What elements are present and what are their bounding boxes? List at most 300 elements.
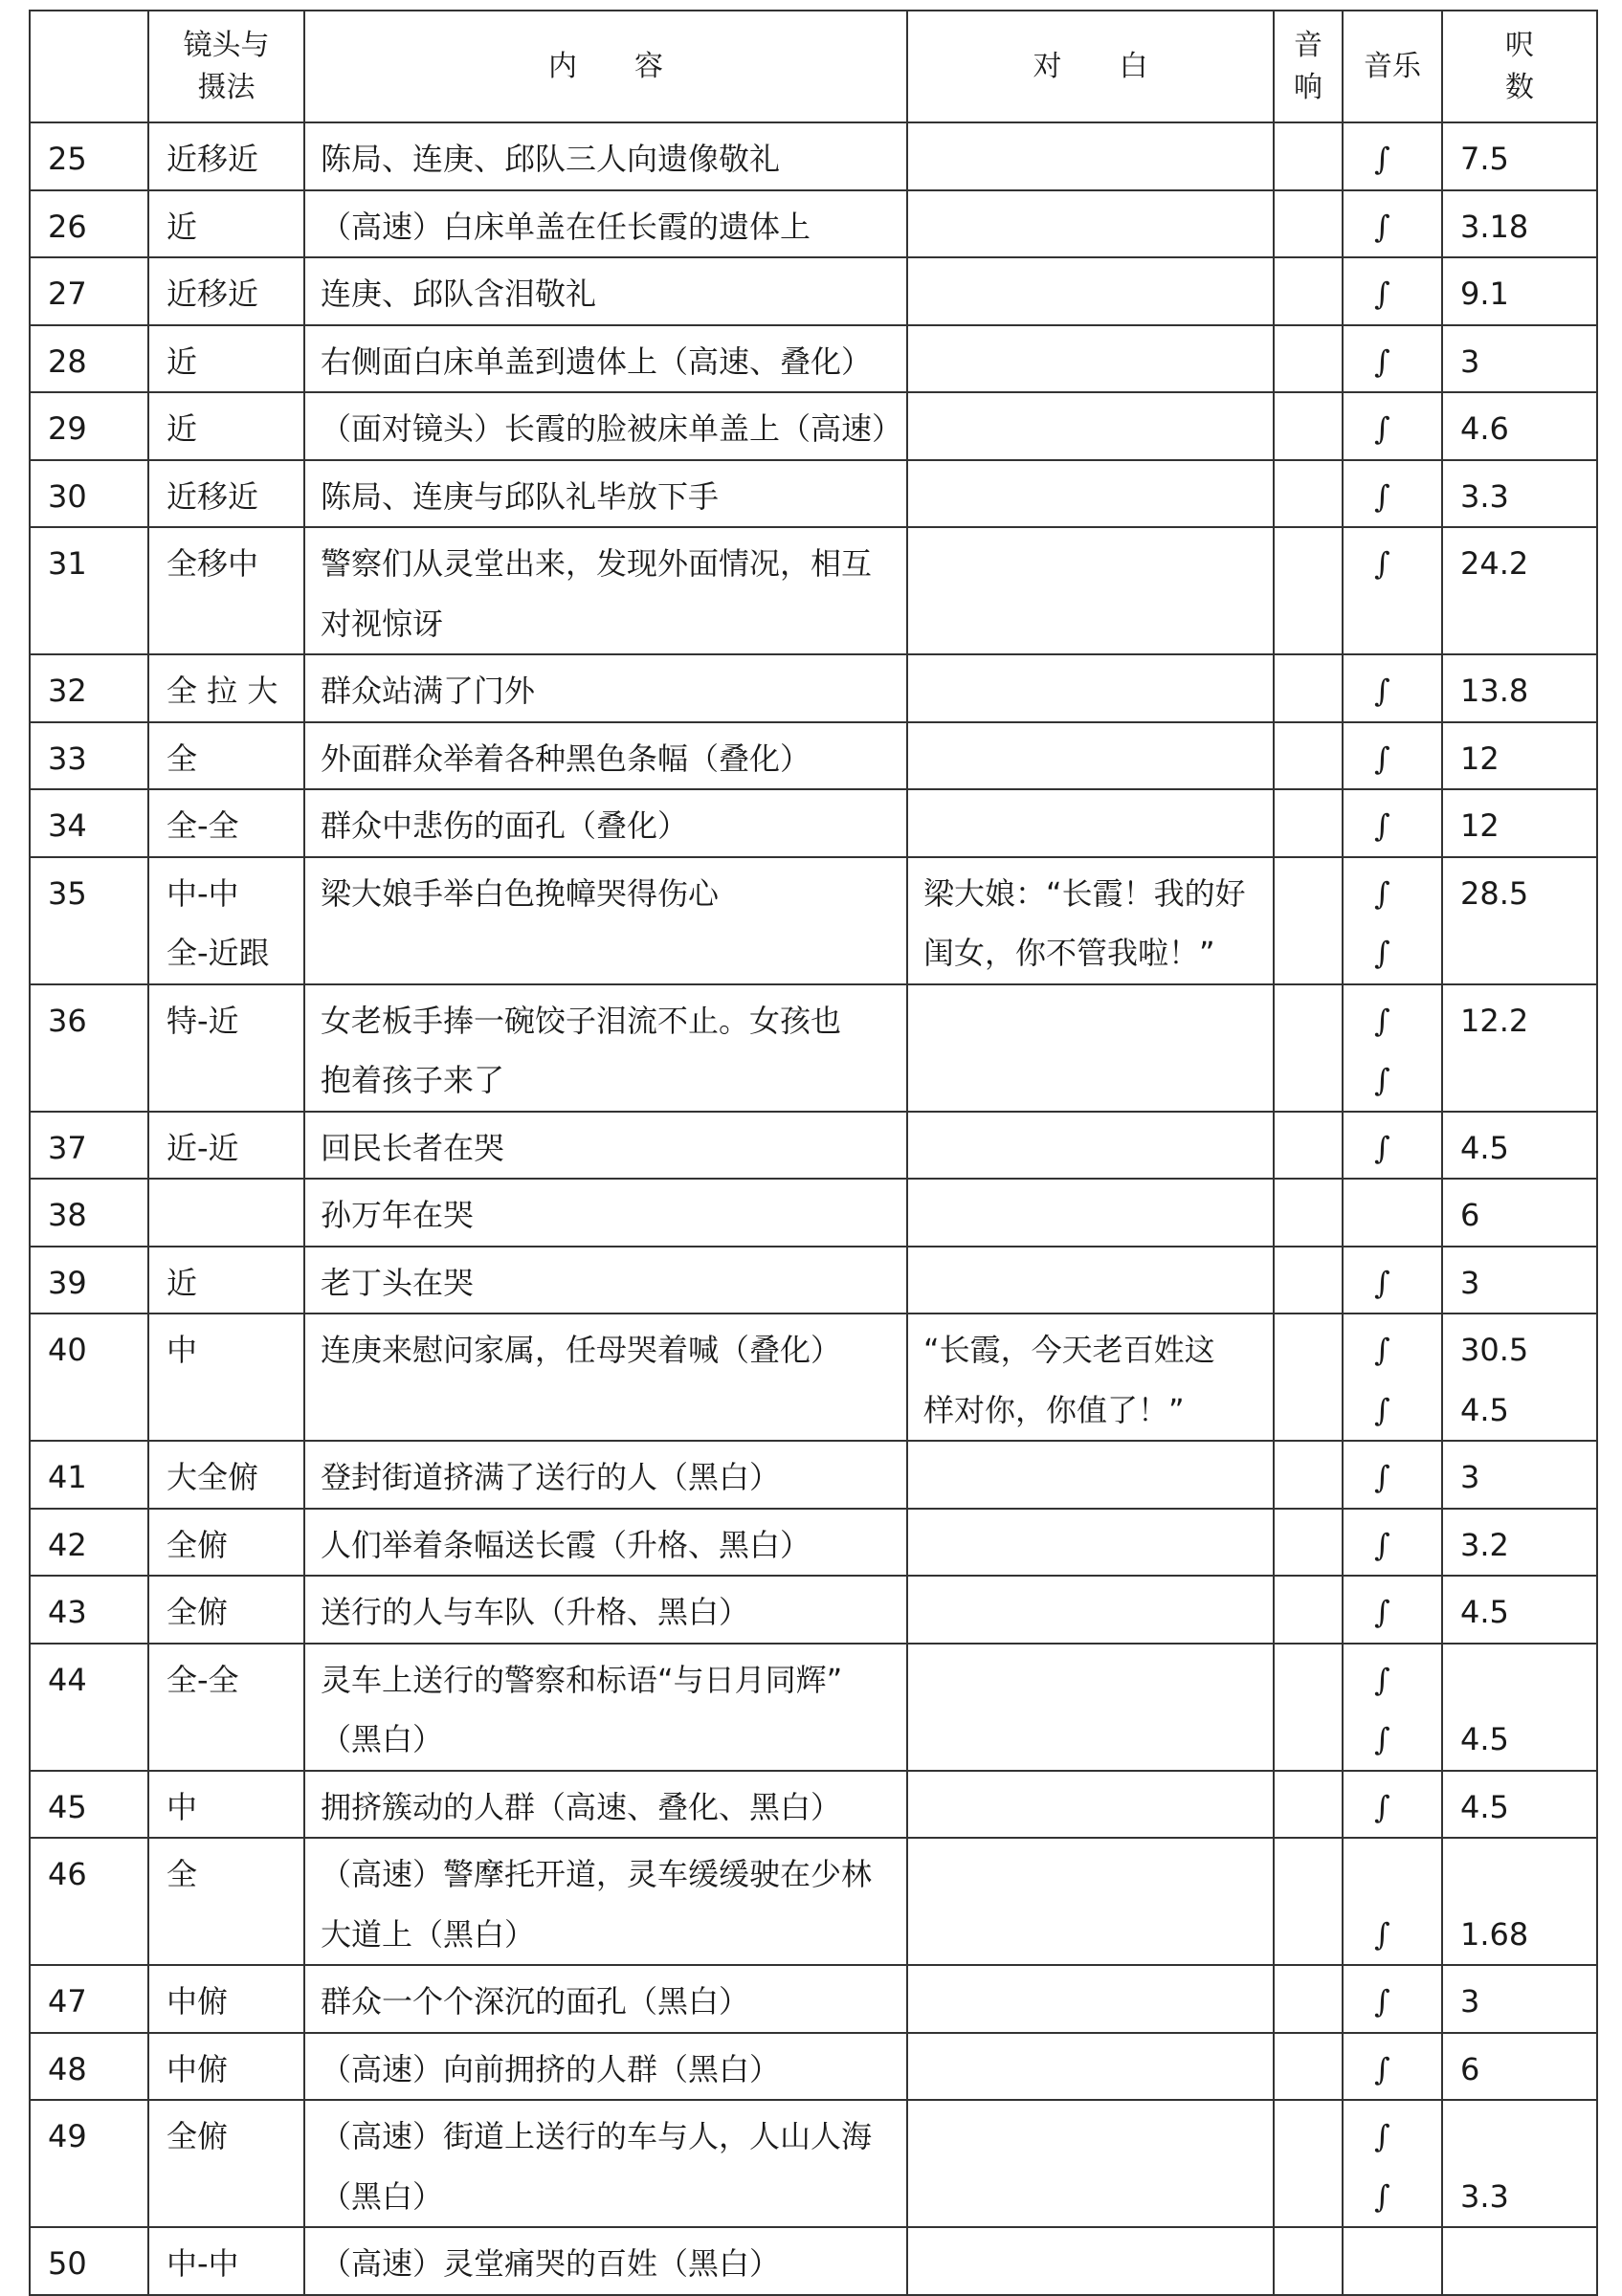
shot-content-cell [304,190,907,258]
shot-music-cell [1343,1314,1442,1441]
shot-number-cell [30,789,148,857]
shot-content-cell [304,2033,907,2101]
shot-number-cell [30,527,148,654]
shot-frames: 4.5 [1460,1788,1509,1825]
shot-content-cell [304,789,907,857]
shot-music-cell [1343,1247,1442,1314]
shot-frames-cell [1442,1441,1597,1509]
shot-frames: 4.5 [1460,1594,1509,1630]
header-shot [148,11,304,122]
table-row [30,1644,1597,1771]
shot-number-cell [30,857,148,984]
shot-technique: 近 [167,208,198,245]
shot-technique-cell [148,460,304,528]
table-row [30,257,1597,325]
shot-content: 大道上（黑白） [321,1915,536,1953]
shot-technique-cell [148,1509,304,1577]
shot-frames-cell [1442,857,1597,984]
table-row [30,1441,1597,1509]
shot-music-cell [1343,1838,1442,1965]
shot-music-cell [1343,1965,1442,2033]
shot-frames-cell [1442,1314,1597,1441]
shot-dialogue-cell [907,789,1274,857]
shot-content: （高速）灵堂痛哭的百姓（黑白） [321,2245,781,2282]
shot-content: 对视惊讶 [321,605,444,642]
shot-technique-cell [148,1441,304,1509]
shot-sound-cell [1274,257,1343,325]
shot-sound-cell [1274,325,1343,393]
shot-number: 36 [48,1002,87,1039]
shot-number: 30 [48,477,87,515]
header-line: 数 [1505,70,1534,104]
shot-dialogue-cell [907,654,1274,722]
shot-number-cell [30,2100,148,2227]
shot-content-cell [304,2227,907,2295]
shot-dialogue-cell [907,984,1274,1112]
shot-frames: 3.2 [1460,1526,1509,1563]
shot-number: 50 [48,2245,87,2282]
shot-sound-cell [1274,1965,1343,2033]
shot-frames: 3.18 [1460,208,1529,245]
shot-number-cell [30,2227,148,2295]
shot-dialogue-cell [907,1576,1274,1644]
shot-frames-cell [1442,1112,1597,1180]
shot-content-cell [304,984,907,1112]
shot-content: 灵车上送行的警察和标语“与日月同辉” [321,1661,843,1698]
table-body [30,122,1597,2295]
shot-content: 连庚来慰问家属，任母哭着喊（叠化） [321,1332,842,1368]
shot-frames: 4.5 [1460,1129,1509,1166]
shot-sound-cell [1274,1179,1343,1247]
shot-content-cell [304,1441,907,1509]
shot-sound-cell [1274,857,1343,984]
shot-number: 47 [48,1983,87,2020]
shot-technique: 全俯 [167,1526,229,1563]
shot-technique: 中 [167,1788,198,1825]
shot-technique-cell [148,1247,304,1314]
shot-music: ∫ [1374,1721,1390,1757]
table-row [30,122,1597,190]
shot-dialogue-cell [907,1314,1274,1441]
shot-number-cell [30,1314,148,1441]
shot-content-cell [304,1247,907,1314]
shot-sound-cell [1274,190,1343,258]
shot-music: ∫ [1374,2177,1390,2215]
shot-technique: 全-近跟 [167,935,270,971]
shot-content-cell [304,122,907,190]
shot-music: ∫ [1374,1332,1390,1368]
shot-content: 人们举着条幅送长霞（升格、黑白） [321,1526,811,1563]
table-row [30,325,1597,393]
shot-technique: 中-中 [167,2245,239,2282]
shot-number-cell [30,1965,148,2033]
shot-content-cell [304,1771,907,1839]
shot-music-cell [1343,325,1442,393]
shot-technique-cell [148,1771,304,1839]
shot-dialogue-cell [907,1112,1274,1180]
shot-content-cell [304,1965,907,2033]
shot-music: ∫ [1374,1526,1390,1563]
shot-sound-cell [1274,2227,1343,2295]
table-row [30,1247,1597,1314]
shot-technique-cell [148,722,304,790]
shot-music: ∫ [1374,1002,1390,1039]
shot-number: 26 [48,208,87,245]
shot-frames-cell [1442,527,1597,654]
shot-technique-cell [148,1644,304,1771]
shot-number: 43 [48,1594,87,1630]
table-row [30,392,1597,460]
table-row [30,1509,1597,1577]
shot-number-cell [30,460,148,528]
shot-frames: 7.5 [1460,141,1509,177]
shot-music [1374,1844,1441,1905]
header-dialogue: 对 白 [907,11,1274,122]
shot-dialogue-cell [907,1179,1274,1247]
shot-number-cell [30,122,148,190]
shot-frames: 3 [1460,1264,1480,1301]
shot-music-cell [1343,1179,1442,1247]
shot-music-cell [1343,1441,1442,1509]
shot-content: 回民长者在哭 [321,1129,505,1166]
shot-technique: 全-全 [167,1661,239,1698]
shot-frames-cell [1442,460,1597,528]
shot-dialogue-cell [907,2033,1274,2101]
shot-technique: 近移近 [167,141,259,177]
shot-dialogue: 样对你，你值了！” [923,1391,1185,1428]
shot-music-cell [1343,1644,1442,1771]
shot-number-cell [30,1179,148,1247]
table-row [30,1838,1597,1965]
shot-content: （高速）街道上送行的车与人，人山人海 [321,2118,873,2154]
shot-number-cell [30,654,148,722]
table-row [30,527,1597,654]
shot-frames: 1.68 [1460,1915,1529,1953]
shot-music: ∫ [1374,2050,1390,2087]
shot-number-cell [30,1576,148,1644]
shot-music: ∫ [1374,1062,1390,1098]
shot-number: 29 [48,410,87,447]
shot-frames-cell [1442,1247,1597,1314]
shot-dialogue-cell [907,122,1274,190]
shot-frames [1460,1844,1596,1905]
shot-content: （高速）白床单盖在任长霞的遗体上 [321,208,811,245]
shot-content-cell [304,1179,907,1247]
shot-number-cell [30,1441,148,1509]
shot-dialogue-cell [907,325,1274,393]
shot-sound-cell [1274,1314,1343,1441]
table-row [30,1576,1597,1644]
shot-number: 40 [48,1332,87,1368]
shot-dialogue-cell [907,190,1274,258]
table-row [30,2227,1597,2295]
shot-music: ∫ [1374,807,1390,844]
shot-frames-cell [1442,1179,1597,1247]
shot-number: 46 [48,1856,87,1892]
shot-technique-cell [148,2100,304,2227]
shot-music-cell [1343,857,1442,984]
shot-content: （黑白） [321,2177,444,2215]
shot-technique: 全 [167,1856,198,1892]
shot-music-cell [1343,2033,1442,2101]
shot-content: （高速）警摩托开道，灵车缓缓驶在少林 [321,1856,873,1892]
shot-frames: 3 [1460,1983,1480,2020]
shot-technique: 近 [167,342,198,380]
shot-sound-cell [1274,2033,1343,2101]
shot-technique-cell [148,1838,304,1965]
shot-music: ∫ [1374,477,1390,515]
shot-sound-cell [1274,1838,1343,1965]
shot-content-cell [304,1576,907,1644]
shot-music-cell [1343,460,1442,528]
shot-frames [1460,2107,1596,2167]
shot-content: 连庚、邱队含泪敬礼 [321,276,597,312]
shot-frames-cell [1442,1771,1597,1839]
shot-sound-cell [1274,654,1343,722]
header-frames [1442,11,1597,122]
shot-content-cell [304,2100,907,2227]
shot-frames: 28.5 [1460,874,1529,912]
table-row [30,1112,1597,1180]
shot-dialogue-cell [907,527,1274,654]
shot-dialogue-cell [907,2227,1274,2295]
shot-frames: 6 [1460,1197,1480,1233]
shot-frames: 9.1 [1460,276,1509,312]
shot-number: 33 [48,740,87,777]
shot-frames-cell [1442,2100,1597,2227]
shot-frames-cell [1442,722,1597,790]
shot-frames-cell [1442,1576,1597,1644]
shot-technique-cell [148,2227,304,2295]
shot-technique: 中 [167,1332,198,1368]
shot-frames: 3.3 [1460,2177,1509,2215]
shot-number: 37 [48,1129,87,1166]
shot-technique-cell [148,2033,304,2101]
shot-dialogue: 梁大娘：“长霞！我的好 [923,874,1246,912]
shot-content-cell [304,1838,907,1965]
shot-technique-cell [148,1112,304,1180]
shot-technique-cell [148,1314,304,1441]
shot-number: 27 [48,276,87,312]
shot-dialogue-cell [907,1644,1274,1771]
shot-technique-cell [148,984,304,1112]
shot-number: 44 [48,1661,87,1698]
table-row [30,984,1597,1112]
shot-music-cell [1343,527,1442,654]
shot-number-cell [30,257,148,325]
header-line: 镜头与 [183,28,270,62]
header-line: 音 [1294,28,1322,62]
shot-content-cell [304,1509,907,1577]
shot-dialogue: “长霞，今天老百姓这 [923,1332,1215,1368]
header-num [30,11,148,122]
shot-music-cell [1343,789,1442,857]
shot-technique-cell [148,857,304,984]
shot-frames-cell [1442,1838,1597,1965]
shot-content-cell [304,722,907,790]
shooting-script-sheet [29,10,1596,2296]
shot-sound-cell [1274,1771,1343,1839]
shot-number: 32 [48,673,87,709]
shot-number-cell [30,1509,148,1577]
shot-music-cell [1343,722,1442,790]
shot-content: 右侧面白床单盖到遗体上（高速、叠化） [321,342,873,380]
shot-number: 41 [48,1459,87,1495]
shot-content: 登封街道挤满了送行的人（黑白） [321,1459,781,1495]
shot-content-cell [304,257,907,325]
shot-music: ∫ [1374,1661,1390,1698]
shot-frames-cell [1442,257,1597,325]
shot-frames: 3 [1460,1459,1480,1495]
shot-sound-cell [1274,122,1343,190]
shot-technique-cell [148,789,304,857]
shot-number: 31 [48,545,87,582]
shot-technique: 中俯 [167,2050,229,2087]
shot-frames [1460,1650,1596,1711]
shot-music-cell [1343,1771,1442,1839]
shot-frames-cell [1442,2033,1597,2101]
shot-frames-cell [1442,1644,1597,1771]
shot-content: （黑白） [321,1721,444,1757]
shot-content-cell [304,1314,907,1441]
shot-frames: 24.2 [1460,545,1529,582]
shot-music: ∫ [1374,141,1390,177]
shot-music-cell [1343,190,1442,258]
shot-music: ∫ [1374,1788,1390,1825]
shot-number: 48 [48,2050,87,2087]
shot-technique: 全移中 [167,545,259,582]
shot-content-cell [304,527,907,654]
shot-content: 拥挤簇动的人群（高速、叠化、黑白） [321,1788,842,1825]
table-row [30,460,1597,528]
shot-content-cell [304,460,907,528]
header-line: 摄法 [197,70,256,104]
shot-frames: 3 [1460,342,1480,380]
shot-content: 陈局、连庚、邱队三人向遗像敬礼 [321,141,781,177]
shot-dialogue-cell [907,1771,1274,1839]
shot-content-cell [304,392,907,460]
shot-number-cell [30,984,148,1112]
shot-frames-cell [1442,654,1597,722]
shot-music-cell [1343,1112,1442,1180]
shot-technique-cell [148,325,304,393]
shot-content: （面对镜头）长霞的脸被床单盖上（高速） [321,410,903,447]
shot-content: 送行的人与车队（升格、黑白） [321,1594,750,1630]
table-row [30,857,1597,984]
table-row [30,2100,1597,2227]
shot-number-cell [30,190,148,258]
header-sound [1274,11,1343,122]
shot-number-cell [30,2033,148,2101]
shot-frames: 13.8 [1460,673,1529,709]
shot-technique: 近-近 [167,1129,239,1166]
shot-music: ∫ [1374,935,1390,971]
shot-dialogue-cell [907,1838,1274,1965]
shot-frames: 4.6 [1460,410,1509,447]
shot-sound-cell [1274,1644,1343,1771]
shot-content: 群众站满了门外 [321,673,536,709]
shot-frames: 30.5 [1460,1332,1529,1368]
shot-music-cell [1343,984,1442,1112]
shot-content-cell [304,1112,907,1180]
shot-technique: 中-中 [167,874,239,912]
shot-music: ∫ [1374,673,1390,709]
shot-dialogue-cell [907,1247,1274,1314]
shot-technique: 近移近 [167,477,259,515]
shot-music: ∫ [1374,1391,1390,1428]
shot-music: ∫ [1374,874,1390,912]
shot-frames: 4.5 [1460,1391,1509,1428]
shot-music: ∫ [1374,1915,1390,1953]
shot-frames-cell [1442,1965,1597,2033]
shot-sound-cell [1274,1247,1343,1314]
shot-music: ∫ [1374,1264,1390,1301]
shot-technique-cell [148,1179,304,1247]
shot-list-table [29,10,1598,2296]
shot-content: 群众一个个深沉的面孔（黑白） [321,1983,750,2020]
shot-content: 警察们从灵堂出来，发现外面情况，相互 [321,545,873,582]
shot-technique-cell [148,257,304,325]
shot-music: ∫ [1374,410,1390,447]
shot-dialogue-cell [907,1965,1274,2033]
shot-dialogue-cell [907,460,1274,528]
shot-sound-cell [1274,1441,1343,1509]
shot-music-cell [1343,654,1442,722]
shot-music: ∫ [1374,208,1390,245]
shot-content: 梁大娘手举白色挽幛哭得伤心 [321,874,720,912]
shot-technique-cell [148,122,304,190]
shot-music: ∫ [1374,545,1390,582]
shot-dialogue-cell [907,857,1274,984]
shot-number: 39 [48,1264,87,1301]
shot-technique: 全俯 [167,2118,229,2154]
shot-technique: 中俯 [167,1983,229,2020]
shot-dialogue-cell [907,1441,1274,1509]
shot-number: 25 [48,141,87,177]
shot-sound-cell [1274,392,1343,460]
shot-number: 45 [48,1788,87,1825]
shot-content-cell [304,857,907,984]
table-row [30,190,1597,258]
shot-sound-cell [1274,527,1343,654]
shot-frames-cell [1442,325,1597,393]
shot-number-cell [30,1112,148,1180]
shot-frames: 12 [1460,740,1500,777]
shot-music: ∫ [1374,1129,1390,1166]
shot-sound-cell [1274,722,1343,790]
shot-music: ∫ [1374,1594,1390,1630]
shot-number: 28 [48,342,87,380]
shot-technique-cell [148,1576,304,1644]
shot-technique: 近 [167,410,198,447]
shot-number-cell [30,1644,148,1771]
shot-frames-cell [1442,1509,1597,1577]
shot-music: ∫ [1374,740,1390,777]
table-row [30,722,1597,790]
shot-content: 女老板手捧一碗饺子泪流不止。女孩也 [321,1002,842,1039]
shot-content-cell [304,325,907,393]
shot-music-cell [1343,1509,1442,1577]
shot-number: 38 [48,1197,87,1233]
shot-frames-cell [1442,2227,1597,2295]
shot-number: 49 [48,2118,87,2154]
shot-technique: 全 [167,740,198,777]
shot-sound-cell [1274,460,1343,528]
table-row [30,789,1597,857]
shot-dialogue-cell [907,392,1274,460]
table-row [30,1771,1597,1839]
shot-sound-cell [1274,1509,1343,1577]
